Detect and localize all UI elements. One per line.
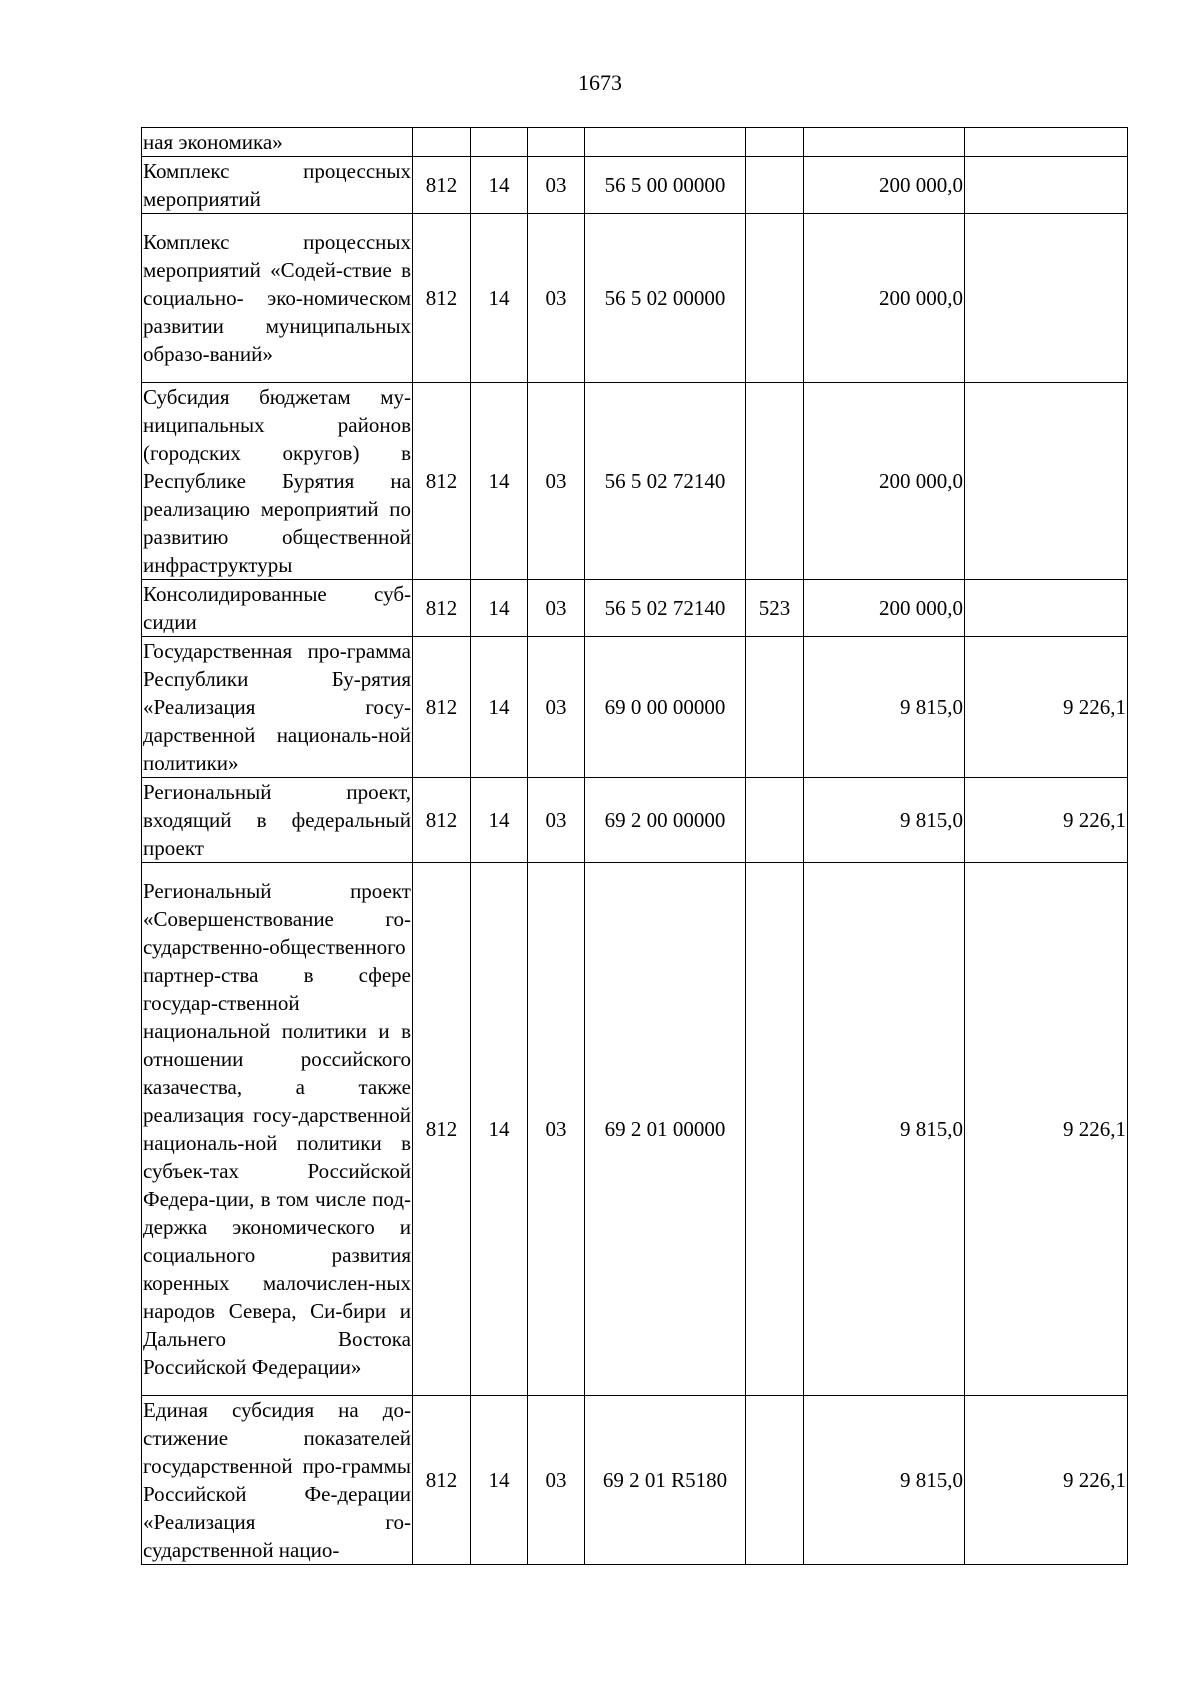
section-code: 14: [471, 778, 528, 863]
target-article-code: 69 2 00 00000: [585, 778, 746, 863]
target-article-code: 56 5 02 00000: [585, 214, 746, 383]
budget-table: [141, 127, 1128, 1565]
amount-2: [965, 580, 1128, 637]
expense-type-code: [746, 637, 804, 778]
expense-type-code: [746, 157, 804, 214]
subsection-code: 03: [528, 863, 585, 1396]
row-name: Субсидия бюджетам му-ниципальных районов (городских округов) в Республике Бурятия на реализацию мероприятий по развитию общественной инфраструктуры: [142, 383, 413, 580]
amount-1: 200 000,0: [804, 580, 965, 637]
amount-1: 200 000,0: [804, 157, 965, 214]
section-code: [471, 128, 528, 157]
section-code: 14: [471, 1396, 528, 1565]
grbs-code: 812: [413, 637, 471, 778]
row-name: Региональный проект «Совершенствование го-сударственно-общественного партнер-ства в сфере государ-ственной национальной политики и в отношении российского казачества, а также реализация госу-дарственной националь-ной политики в субъек-тах Российской Федера-ции, в том числе под-держка экономического и социального развития коренных малочислен-ных народов Севера, Си-бири и Дальнего Востока Российской Федерации»: [142, 863, 413, 1396]
grbs-code: 812: [413, 214, 471, 383]
subsection-code: 03: [528, 214, 585, 383]
table-row: [142, 863, 1128, 1396]
amount-2: [965, 214, 1128, 383]
expense-type-code: [746, 383, 804, 580]
grbs-code: 812: [413, 383, 471, 580]
section-code: 14: [471, 637, 528, 778]
target-article-code: 69 2 01 R5180: [585, 1396, 746, 1565]
row-name: Региональный проект, входящий в федеральный проект: [142, 778, 413, 863]
row-name: ная экономика»: [142, 128, 413, 157]
table-row: [142, 214, 1128, 383]
row-name: Единая субсидия на до-стижение показателей государственной про-граммы Российской Фе-дерации «Реализация го-сударственной нацио-: [142, 1396, 413, 1565]
target-article-code: 56 5 02 72140: [585, 580, 746, 637]
amount-2: 9 226,1: [965, 637, 1128, 778]
subsection-code: 03: [528, 580, 585, 637]
section-code: 14: [471, 863, 528, 1396]
subsection-code: [528, 128, 585, 157]
amount-1: 9 815,0: [804, 863, 965, 1396]
expense-type-code: [746, 214, 804, 383]
subsection-code: 03: [528, 778, 585, 863]
row-name: Комплекс процессных мероприятий: [142, 157, 413, 214]
amount-1: 9 815,0: [804, 778, 965, 863]
section-code: 14: [471, 157, 528, 214]
target-article-code: 56 5 02 72140: [585, 383, 746, 580]
table-row: [142, 383, 1128, 580]
section-code: 14: [471, 214, 528, 383]
grbs-code: 812: [413, 1396, 471, 1565]
subsection-code: 03: [528, 383, 585, 580]
table-row: [142, 157, 1128, 214]
target-article-code: 56 5 00 00000: [585, 157, 746, 214]
amount-2: 9 226,1: [965, 1396, 1128, 1565]
expense-type-code: [746, 778, 804, 863]
table-row: [142, 580, 1128, 637]
table-row: [142, 637, 1128, 778]
amount-2: 9 226,1: [965, 863, 1128, 1396]
expense-type-code: [746, 863, 804, 1396]
target-article-code: 69 0 00 00000: [585, 637, 746, 778]
grbs-code: 812: [413, 580, 471, 637]
grbs-code: 812: [413, 157, 471, 214]
amount-1: [804, 128, 965, 157]
table-row: [142, 778, 1128, 863]
table-row: [142, 1396, 1128, 1565]
subsection-code: 03: [528, 157, 585, 214]
amount-1: 9 815,0: [804, 637, 965, 778]
amount-2: [965, 383, 1128, 580]
expense-type-code: [746, 128, 804, 157]
grbs-code: [413, 128, 471, 157]
grbs-code: 812: [413, 863, 471, 1396]
amount-2: [965, 157, 1128, 214]
grbs-code: 812: [413, 778, 471, 863]
page-number: 1673: [578, 70, 622, 95]
row-name: Комплекс процессных мероприятий «Содей-ствие в социально- эко-номическом развитии муниципальных образо-ваний»: [142, 214, 413, 383]
expense-type-code: 523: [746, 580, 804, 637]
amount-1: 200 000,0: [804, 214, 965, 383]
subsection-code: 03: [528, 1396, 585, 1565]
expense-type-code: [746, 1396, 804, 1565]
target-article-code: [585, 128, 746, 157]
row-name: Консолидированные суб-сидии: [142, 580, 413, 637]
amount-1: 9 815,0: [804, 1396, 965, 1565]
table-row: [142, 128, 1128, 157]
row-name: Государственная про-грамма Республики Бу-рятия «Реализация госу-дарственной националь-ной политики»: [142, 637, 413, 778]
amount-2: 9 226,1: [965, 778, 1128, 863]
amount-1: 200 000,0: [804, 383, 965, 580]
amount-2: [965, 128, 1128, 157]
section-code: 14: [471, 383, 528, 580]
target-article-code: 69 2 01 00000: [585, 863, 746, 1396]
subsection-code: 03: [528, 637, 585, 778]
section-code: 14: [471, 580, 528, 637]
